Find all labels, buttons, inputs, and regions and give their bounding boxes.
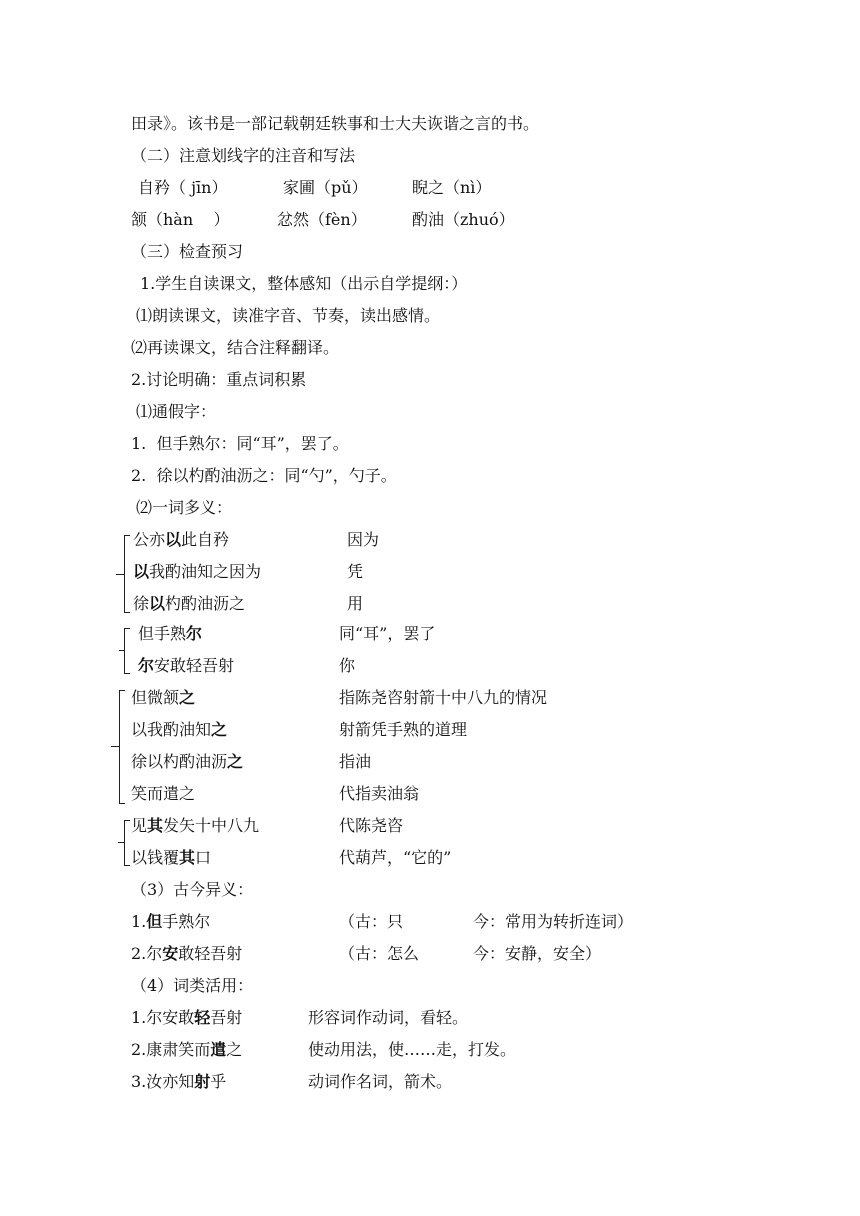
text-tongjia-1: 1. 但手熟尔：同“耳”，罢了。 bbox=[131, 434, 349, 453]
pinyin-nizhi: 睨之（nì） bbox=[412, 178, 492, 197]
polysemy-qi-meaning: 代陈尧咨 bbox=[339, 816, 404, 835]
gujin-example: 2.尔安敢轻吾射 bbox=[131, 944, 243, 963]
polysemy-er-meaning: 同“耳”，罢了 bbox=[339, 624, 436, 643]
cilei-note: 动词作名词，箭术。 bbox=[308, 1072, 453, 1091]
polysemy-er-example: 尔安敢轻吾射 bbox=[138, 656, 235, 675]
polysemy-zhi-meaning: 代指卖油翁 bbox=[339, 784, 420, 803]
gujin-modern: 今：安静，安全） bbox=[473, 944, 602, 963]
polysemy-qi-example: 以钱覆其口 bbox=[131, 848, 212, 867]
polysemy-qi-example: 见其发矢十中八九 bbox=[131, 816, 260, 835]
heading-polysemy: ⑵一词多义： bbox=[136, 498, 233, 517]
heading-tongjiazi: ⑴通假字： bbox=[136, 402, 217, 421]
gujin-example: 1.但手熟尔 bbox=[131, 912, 211, 931]
pinyin-ziqin: 自矜（ jīn） bbox=[138, 178, 228, 197]
heading-check-preview: （三）检查预习 bbox=[131, 242, 244, 261]
bracket-tick-zhi bbox=[111, 746, 119, 747]
text-discussion: 2.讨论明确：重点词积累 bbox=[131, 370, 307, 389]
bracket-er bbox=[124, 628, 130, 674]
text-line-continuation: 田录》。该书是一部记载朝廷轶事和士大夫诙谐之言的书。 bbox=[131, 114, 540, 133]
polysemy-zhi-meaning: 射箭凭手熟的道理 bbox=[339, 720, 468, 739]
text-read-aloud: ⑴朗读课文，读准字音、节奏，读出感情。 bbox=[136, 306, 441, 325]
bracket-tick-qi bbox=[118, 842, 124, 843]
cilei-note: 使动用法，使……走，打发。 bbox=[308, 1040, 517, 1059]
cilei-example: 2.康肃笑而遣之 bbox=[131, 1040, 243, 1059]
polysemy-er-example: 但手熟尔 bbox=[138, 624, 203, 643]
bracket-zhi bbox=[119, 690, 125, 804]
polysemy-yi-example: 徐以杓酌油沥之 bbox=[133, 594, 246, 613]
gujin-ancient: （古：只 bbox=[339, 912, 404, 931]
polysemy-zhi-example: 但微颔之 bbox=[131, 688, 196, 707]
bracket-tick-yi bbox=[116, 574, 124, 575]
cilei-example: 1.尔安敢轻吾射 bbox=[131, 1008, 243, 1027]
text-reread: ⑵再读课文，结合注释翻译。 bbox=[131, 338, 340, 357]
polysemy-yi-meaning: 凭 bbox=[347, 562, 364, 581]
polysemy-er-meaning: 你 bbox=[339, 656, 356, 675]
bracket-qi bbox=[124, 820, 130, 866]
polysemy-zhi-example: 徐以杓酌油沥之 bbox=[131, 752, 244, 771]
bracket-tick-er bbox=[119, 650, 124, 651]
polysemy-yi-meaning: 因为 bbox=[347, 530, 380, 549]
text-self-read: 1.学生自读课文，整体感知（出示自学提纲：） bbox=[140, 274, 468, 293]
text-tongjia-2: 2. 徐以杓酌油沥之：同“勺”，勺子。 bbox=[131, 466, 397, 485]
polysemy-zhi-meaning: 指陈尧咨射箭十中八九的情况 bbox=[339, 688, 548, 707]
heading-gujin: （3）古今异义： bbox=[131, 880, 254, 899]
polysemy-qi-meaning: 代葫芦，“它的” bbox=[339, 848, 452, 867]
cilei-note: 形容词作动词，看轻。 bbox=[308, 1008, 469, 1027]
gujin-ancient: （古：怎么 bbox=[339, 944, 420, 963]
pinyin-jiapu: 家圃（pǔ） bbox=[283, 178, 368, 197]
polysemy-zhi-example: 笑而遣之 bbox=[131, 784, 196, 803]
pinyin-zhuoyou: 酌油（zhuó） bbox=[412, 210, 515, 229]
polysemy-yi-example: 以我酌油知之因为 bbox=[133, 562, 262, 581]
heading-pronunciation: （二）注意划线字的注音和写法 bbox=[131, 146, 356, 165]
polysemy-zhi-example: 以我酌油知之 bbox=[131, 720, 228, 739]
polysemy-yi-example: 公亦以此自矜 bbox=[133, 530, 230, 549]
pinyin-fenran: 忿然（fèn） bbox=[277, 210, 367, 229]
pinyin-han: 颔（hàn ） bbox=[131, 210, 230, 229]
heading-cilei: （4）词类活用： bbox=[131, 976, 254, 995]
polysemy-zhi-meaning: 指油 bbox=[339, 752, 372, 771]
bracket-yi bbox=[124, 535, 130, 613]
polysemy-yi-meaning: 用 bbox=[347, 594, 364, 613]
gujin-modern: 今：常用为转折连词） bbox=[473, 912, 634, 931]
cilei-example: 3.汝亦知射乎 bbox=[131, 1072, 227, 1091]
